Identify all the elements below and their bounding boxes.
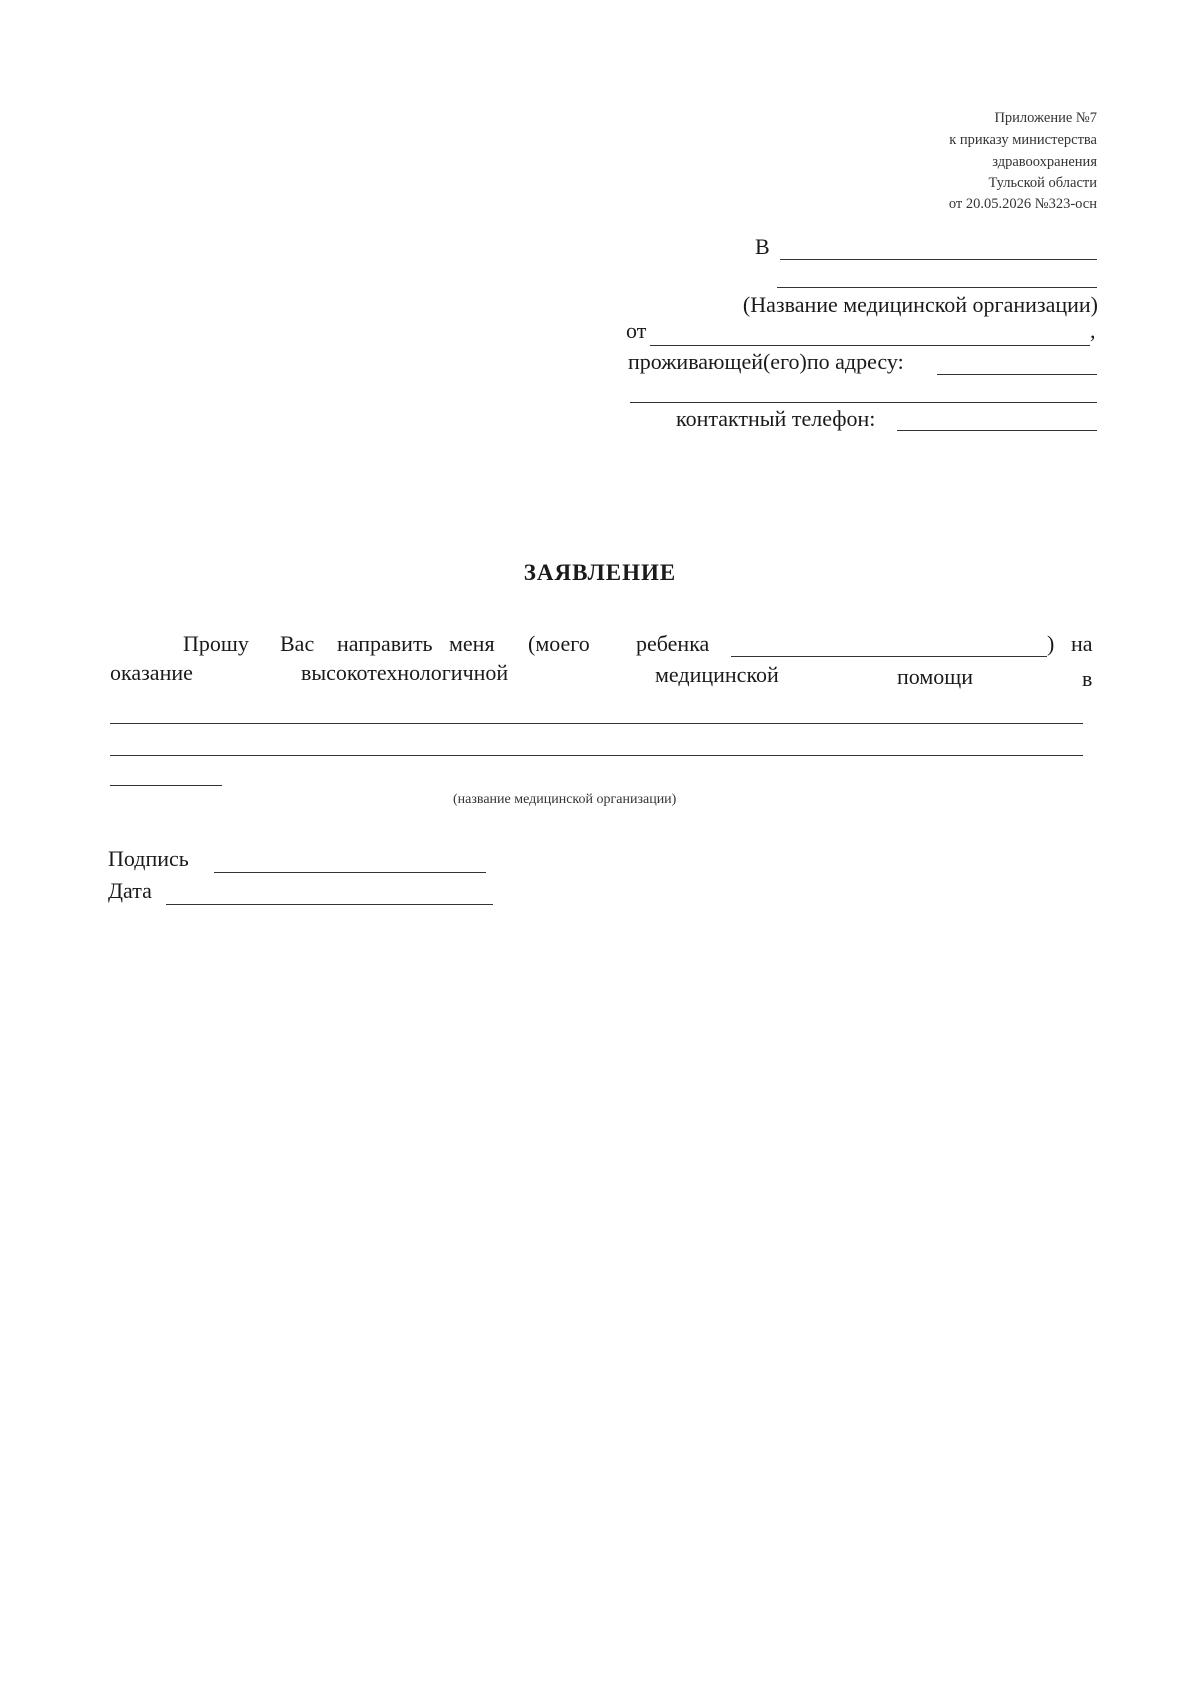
to-prefix: В — [755, 234, 770, 259]
org-name-field-2[interactable] — [777, 287, 1097, 288]
document-title: ЗАЯВЛЕНИЕ — [523, 560, 677, 585]
body-word: помощи — [897, 664, 973, 689]
from-suffix: , — [1090, 318, 1096, 343]
applicant-name-field[interactable] — [650, 345, 1090, 346]
body-word: меня — [449, 631, 495, 656]
from-prefix: от — [626, 318, 647, 343]
address-label: проживающей(его)по адресу: — [628, 349, 904, 374]
address-field-2[interactable] — [630, 402, 1097, 403]
medical-org-field-2[interactable] — [110, 755, 1083, 756]
date-field[interactable] — [166, 904, 493, 905]
body-word: ) — [1047, 631, 1055, 656]
approval-line-4: Тульской области — [988, 175, 1097, 191]
body-word: Прошу — [183, 631, 249, 656]
body-word: высокотехнологичной — [301, 660, 509, 685]
signature-label: Подпись — [108, 846, 189, 871]
medical-org-field-3[interactable] — [110, 785, 222, 786]
body-word: оказание — [110, 660, 193, 685]
medical-org-caption: (название медицинской организации) — [453, 792, 677, 807]
approval-line-5: от 20.05.2026 №323-осн — [948, 196, 1097, 212]
body-word: на — [1071, 631, 1093, 656]
approval-line-3: здравоохранения — [992, 154, 1097, 170]
body-word: Вас — [280, 631, 315, 656]
body-word: ребенка — [636, 631, 710, 656]
body-word: направить — [337, 631, 433, 656]
approval-line-2: к приказу министерства — [949, 132, 1097, 148]
address-field[interactable] — [937, 374, 1097, 375]
body-word: (моего — [528, 631, 590, 656]
child-name-field[interactable] — [731, 656, 1047, 657]
org-caption: (Название медицинской организации) — [742, 292, 1098, 317]
body-word: медицинской — [655, 662, 779, 687]
approval-line-1: Приложение №7 — [994, 110, 1097, 126]
signature-field[interactable] — [214, 872, 486, 873]
org-name-field[interactable] — [780, 259, 1097, 260]
medical-org-field-1[interactable] — [110, 723, 1083, 724]
body-word: в — [1082, 666, 1093, 691]
phone-label: контактный телефон: — [676, 406, 876, 431]
phone-field[interactable] — [897, 430, 1097, 431]
date-label: Дата — [108, 878, 152, 903]
